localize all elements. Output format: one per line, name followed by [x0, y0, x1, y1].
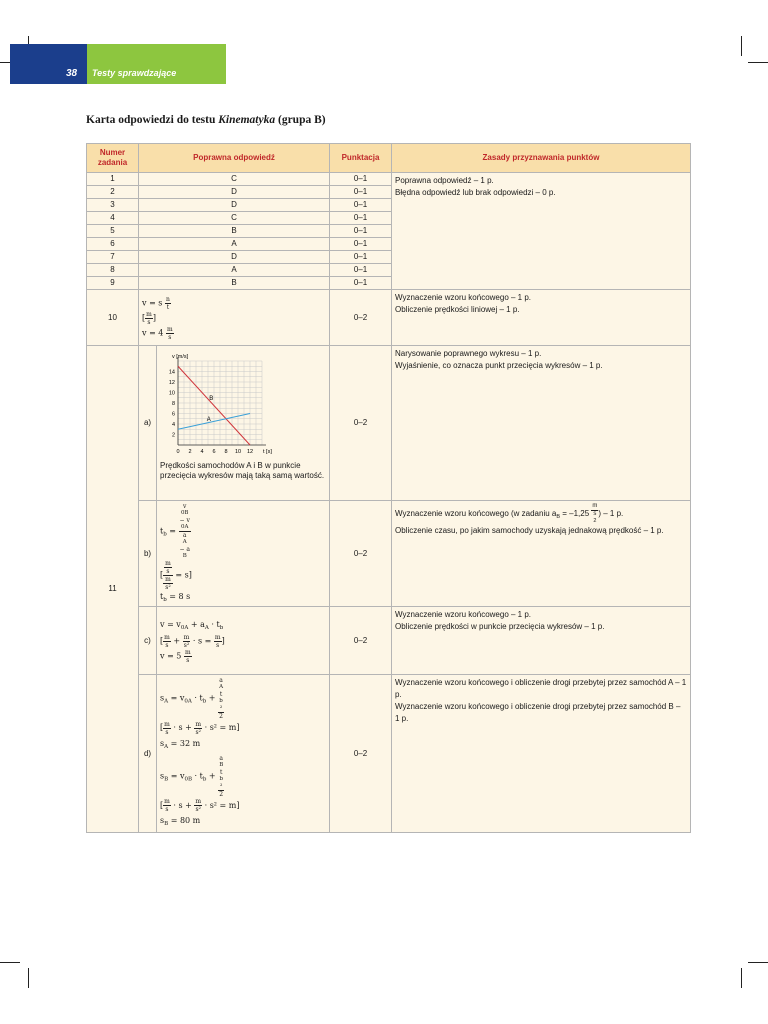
- question-number: 6: [87, 238, 139, 251]
- question-number: 8: [87, 264, 139, 277]
- simple-rules: Poprawna odpowiedź – 1 p. Błędna odpowiedź lub brak odpowiedzi – 0 p.: [392, 173, 691, 290]
- y-tick-label: 14: [168, 369, 175, 376]
- question-number: 5: [87, 225, 139, 238]
- table-row-q11c: [87, 607, 691, 675]
- y-tick-label: 2: [171, 432, 175, 439]
- crop-mark: [28, 968, 29, 988]
- answer-table: [86, 143, 691, 833]
- x-tick-label: 8: [224, 449, 228, 455]
- correct-answer: C: [139, 212, 330, 225]
- correct-answer: A: [139, 264, 330, 277]
- section-title: Testy sprawdzające: [92, 68, 177, 78]
- y-tick-label: 8: [171, 401, 175, 407]
- col-rules: Zasady przyznawania punktów: [392, 144, 691, 173]
- q11c-rules: Wyznaczenie wzoru końcowego – 1 p. Obliczenie prędkości w punkcie przecięcia wykresów – 1 p.: [392, 607, 691, 675]
- col-points: Punktacja: [330, 144, 392, 173]
- correct-answer: B: [139, 277, 330, 290]
- x-tick-label: 0: [176, 449, 180, 455]
- y-tick-label: 12: [168, 380, 175, 386]
- velocity-chart: [160, 349, 326, 459]
- y-axis-label: v [m/s]: [172, 354, 189, 360]
- x-tick-label: 12: [246, 449, 254, 455]
- points: 0–1: [330, 199, 392, 212]
- q11b-answer: $t_b$ = v 0B − v 0A a A − a B [ m s m s² = s] $t_b = 8$ s: [157, 501, 330, 607]
- points: 0–1: [330, 251, 392, 264]
- points: 0–1: [330, 277, 392, 290]
- points: 0–1: [330, 264, 392, 277]
- table-row-q11b: [87, 501, 691, 607]
- table-row: [87, 173, 691, 186]
- q10-number: 10: [87, 290, 139, 346]
- y-tick-label: 10: [168, 390, 175, 397]
- y-tick-label: 6: [171, 411, 175, 418]
- question-number: 3: [87, 199, 139, 212]
- x-tick-label: 10: [234, 449, 242, 455]
- question-number: 1: [87, 173, 139, 186]
- col-answer: Poprawna odpowiedź: [139, 144, 330, 173]
- q10-rules: Wyznaczenie wzoru końcowego – 1 p. Obliczenie prędkości liniowej – 1 p.: [392, 290, 691, 346]
- table-row-q11a: [87, 346, 691, 501]
- question-number: 9: [87, 277, 139, 290]
- q11a-answer: [157, 346, 330, 501]
- correct-answer: D: [139, 186, 330, 199]
- series-label-A: A: [206, 416, 211, 423]
- q11a-rules: Narysowanie poprawnego wykresu – 1 p. Wyjaśnienie, co oznacza punkt przecięcia wykresów – 1 p.: [392, 346, 691, 501]
- table-header-row: [87, 144, 691, 173]
- q11b-points: 0–2: [330, 501, 392, 607]
- q11b-label: b): [139, 501, 157, 607]
- correct-answer: D: [139, 199, 330, 212]
- q11a-points: 0–2: [330, 346, 392, 501]
- header-green-band: [87, 44, 226, 84]
- q10-points: 0–2: [330, 290, 392, 346]
- correct-answer: A: [139, 238, 330, 251]
- crop-mark: [748, 962, 768, 963]
- crop-mark: [741, 968, 742, 988]
- crop-mark: [748, 62, 768, 63]
- points: 0–1: [330, 186, 392, 199]
- correct-answer: C: [139, 173, 330, 186]
- q11-number: 11: [87, 346, 139, 833]
- points: 0–1: [330, 173, 392, 186]
- question-number: 7: [87, 251, 139, 264]
- x-tick-label: 2: [188, 449, 192, 455]
- page-number: 38: [66, 68, 78, 79]
- table-row-q10: [87, 290, 691, 346]
- points: 0–1: [330, 225, 392, 238]
- x-tick-label: 4: [200, 449, 204, 455]
- q10-answer: v = s $\frac{n}{t}$ [ $\frac{m}{s}$ ] v = 4 $\frac{m}{s}$: [139, 290, 330, 346]
- points: 0–1: [330, 212, 392, 225]
- q11d-points: 0–2: [330, 675, 392, 833]
- question-number: 2: [87, 186, 139, 199]
- col-number: Numer zadania: [87, 144, 139, 173]
- crop-mark: [741, 36, 742, 56]
- q11d-rules: Wyznaczenie wzoru końcowego i obliczenie drogi przebytej przez samochód A – 1 p. Wyznaczenie wzoru końcowego i obliczenie drogi przebytej przez samochód B – 1 p.: [392, 675, 691, 833]
- correct-answer: B: [139, 225, 330, 238]
- crop-mark: [0, 962, 20, 963]
- q11a-label: a): [139, 346, 157, 501]
- q11c-answer: $v = v_{0A} + a_A \cdot t_b$ [ $\frac{m}{s}$ + $\frac{m}{\text{s²}}$ · s = $\frac{m}{s}$ ] v = 5 $\frac{m}{s}$: [157, 607, 330, 675]
- q11d-answer: $s_A = v_{0A} \cdot t_b$ + a A t b ² 2 [ $\frac{m}{s}$ · s + $\frac{m}{\text{s²}}$ · s² = m] $s_A = 32$ m $s_B = v_{0B} \cdot t_b$ + a B t b ² 2 [ $\frac{m}{s}$ · s + $\frac{m}{\text{s²}}$ · s² = m] $s_B = 80$ m: [157, 675, 330, 833]
- series-label-B: B: [209, 395, 214, 402]
- question-number: 4: [87, 212, 139, 225]
- y-tick-label: 4: [171, 422, 175, 428]
- correct-answer: D: [139, 251, 330, 264]
- q11c-points: 0–2: [330, 607, 392, 675]
- table-row-q11d: [87, 675, 691, 833]
- q11c-label: c): [139, 607, 157, 675]
- q11d-label: d): [139, 675, 157, 833]
- page-title: Karta odpowiedzi do testu Kinematyka (grupa B): [86, 114, 326, 126]
- q11a-note: Prędkości samochodów A i B w punkcie przecięcia wykresów mają taką samą wartość.: [160, 461, 325, 480]
- points: 0–1: [330, 238, 392, 251]
- q11b-rules: Wyznaczenie wzoru końcowego (w zadaniu $a_B = -1,25$ m s 2 ) – 1 p. Obliczenie czasu, po jakim samochody uzyskają jednakową prędkość – 1 p.: [392, 501, 691, 607]
- x-tick-label: 6: [212, 449, 216, 455]
- x-axis-label: t [s]: [263, 449, 272, 455]
